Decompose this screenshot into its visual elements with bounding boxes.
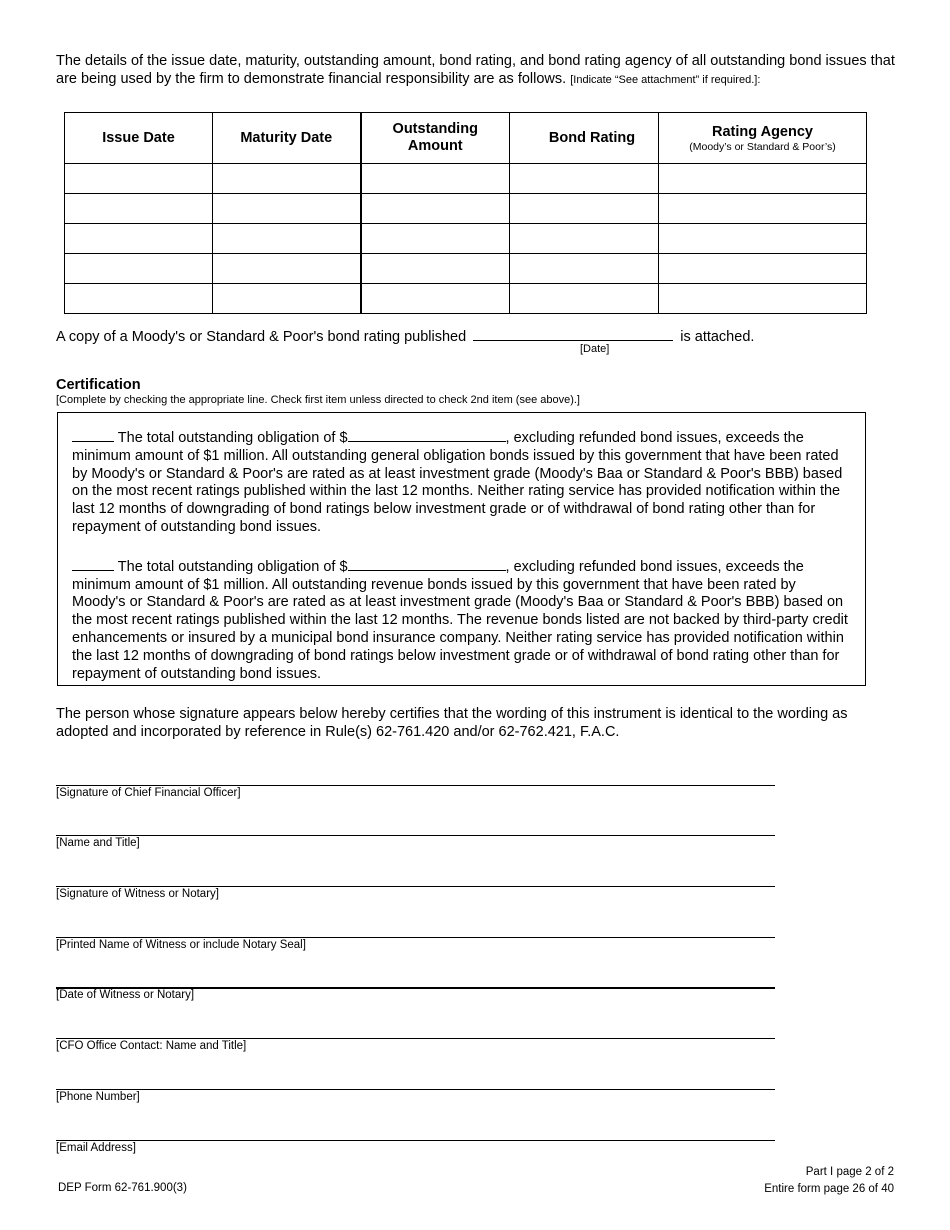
phone-line[interactable]: [56, 1089, 775, 1090]
entire-page: Entire form page 26 of 40: [764, 1183, 894, 1195]
header-rating-agency-sub: (Moody’s or Standard & Poor’s): [689, 140, 836, 153]
table-cell[interactable]: [659, 224, 867, 254]
intro-note: [Indicate “See attachment” if required.]:: [570, 74, 761, 86]
table-cell[interactable]: [213, 194, 361, 224]
rating-copy-after: is attached.: [680, 329, 755, 345]
table-cell[interactable]: [65, 224, 213, 254]
phone-label: [Phone Number]: [56, 1091, 140, 1103]
table-row: [65, 164, 867, 194]
table-cell[interactable]: [65, 254, 213, 284]
item1-body: , excluding refunded bond issues, exceeds the minimum amount of $1 million. All outstanding general obligation bonds issued by this government that have been rated by Moody's or Standard & Poor's are rated as at least investment grade (Moody's Baa or Standard & Poor's BBB) based on the most recent ratings published within the last 12 months. Neither rating service has provided notification within the last 12 months of downgrading of bond ratings below investment grade or of withdrawal of bond rating other than for repayment of outstanding bond issues.: [72, 430, 843, 535]
item2-body: , excluding refunded bond issues, exceeds the minimum amount of $1 million. All outstanding revenue bonds issued by this government that have been rated by Moody's or Standard & Poor's are rated as at least investment grade (Moody's Baa or Standard & Poor's BBB) based on the most recent ratings published within the last 12 months. The revenue bonds listed are not backed by third-party credit enhancements or insured by a municipal bond insurance company. Neither rating service has provided notification within the last 12 months of downgrading of bond ratings below investment grade or of withdrawal of bond rating other than for repayment of outstanding bond issues.: [72, 558, 848, 682]
table-cell[interactable]: [510, 284, 659, 314]
table-cell[interactable]: [659, 254, 867, 284]
table-header-row: [65, 113, 867, 164]
table-cell[interactable]: [213, 284, 361, 314]
witness-printed-line[interactable]: [56, 937, 775, 938]
table-cell[interactable]: [213, 164, 361, 194]
rating-copy-before: A copy of a Moody's or Standard & Poor's bond rating published: [56, 329, 467, 345]
name-title-line[interactable]: [56, 835, 775, 836]
witness-signature-line[interactable]: [56, 886, 775, 887]
table-cell[interactable]: [65, 194, 213, 224]
part-page: Part I page 2 of 2: [805, 1166, 894, 1178]
page-info: [764, 1164, 894, 1198]
header-issue-date: Issue Date: [65, 113, 213, 164]
table-cell[interactable]: [361, 224, 510, 254]
table-cell[interactable]: [510, 254, 659, 284]
table-cell[interactable]: [510, 224, 659, 254]
table-cell[interactable]: [65, 284, 213, 314]
table-row: [65, 284, 867, 314]
amount-field-item-1[interactable]: [348, 427, 506, 442]
certification-box: [57, 412, 866, 686]
header-bond-rating: Bond Rating: [510, 113, 659, 164]
header-maturity-date: Maturity Date: [213, 113, 361, 164]
table-row: [65, 254, 867, 284]
certification-note: [Complete by checking the appropriate line. Check first item unless directed to check 2nd item (see above).]: [56, 394, 580, 406]
header-rating-agency: [659, 113, 867, 164]
amount-field-item-2[interactable]: [348, 556, 506, 571]
table-cell[interactable]: [65, 164, 213, 194]
form-id: DEP Form 62-761.900(3): [58, 1182, 187, 1194]
bond-issues-table: [64, 112, 867, 314]
table-cell[interactable]: [213, 254, 361, 284]
table-cell[interactable]: [361, 284, 510, 314]
table-cell[interactable]: [361, 194, 510, 224]
item2-prefix: The total outstanding obligation of $: [117, 558, 348, 575]
intro-text: The details of the issue date, maturity, outstanding amount, bond rating, and bond rating agency of all outstanding bond issues that are being used by the firm to demonstrate financial responsibility are as follows.: [56, 53, 895, 87]
table-cell[interactable]: [213, 224, 361, 254]
email-label: [Email Address]: [56, 1142, 136, 1154]
table-row: [65, 194, 867, 224]
table-row: [65, 224, 867, 254]
name-title-label: [Name and Title]: [56, 837, 140, 849]
table-cell[interactable]: [510, 164, 659, 194]
intro-paragraph: [56, 52, 896, 89]
certify-paragraph: The person whose signature appears below hereby certifies that the wording of this instrument is identical to the wording as adopted and incorporated by reference in Rule(s) 62-761.420 and/or 62-762.421, F.A.C.: [56, 706, 848, 740]
header-rating-agency-label: Rating Agency: [712, 123, 813, 140]
witness-date-label: [Date of Witness or Notary]: [56, 989, 195, 1001]
rating-date-field[interactable]: [473, 325, 673, 341]
email-line[interactable]: [56, 1140, 775, 1141]
cfo-contact-line[interactable]: [56, 1038, 775, 1039]
certification-item-2: [72, 556, 851, 684]
cfo-signature-label: [Signature of Chief Financial Officer]: [56, 787, 241, 799]
witness-signature-label: [Signature of Witness or Notary]: [56, 888, 219, 900]
item1-prefix: The total outstanding obligation of $: [117, 430, 348, 446]
table-cell[interactable]: [659, 284, 867, 314]
check-line-item-1[interactable]: [72, 427, 114, 442]
date-caption: [Date]: [580, 343, 610, 355]
cfo-contact-label: [CFO Office Contact: Name and Title]: [56, 1040, 247, 1052]
cfo-signature-line[interactable]: [56, 785, 775, 786]
table-cell[interactable]: [510, 194, 659, 224]
table-cell[interactable]: [659, 164, 867, 194]
table-cell[interactable]: [361, 254, 510, 284]
table-cell[interactable]: [659, 194, 867, 224]
check-line-item-2[interactable]: [72, 556, 114, 571]
certification-title: Certification: [56, 377, 141, 393]
witness-printed-label: [Printed Name of Witness or include Notary Seal]: [56, 939, 306, 951]
header-outstanding-amount: Outstanding Amount: [361, 113, 510, 164]
rating-copy-line: [56, 325, 754, 345]
certification-item-1: [72, 427, 851, 537]
table-cell[interactable]: [361, 164, 510, 194]
